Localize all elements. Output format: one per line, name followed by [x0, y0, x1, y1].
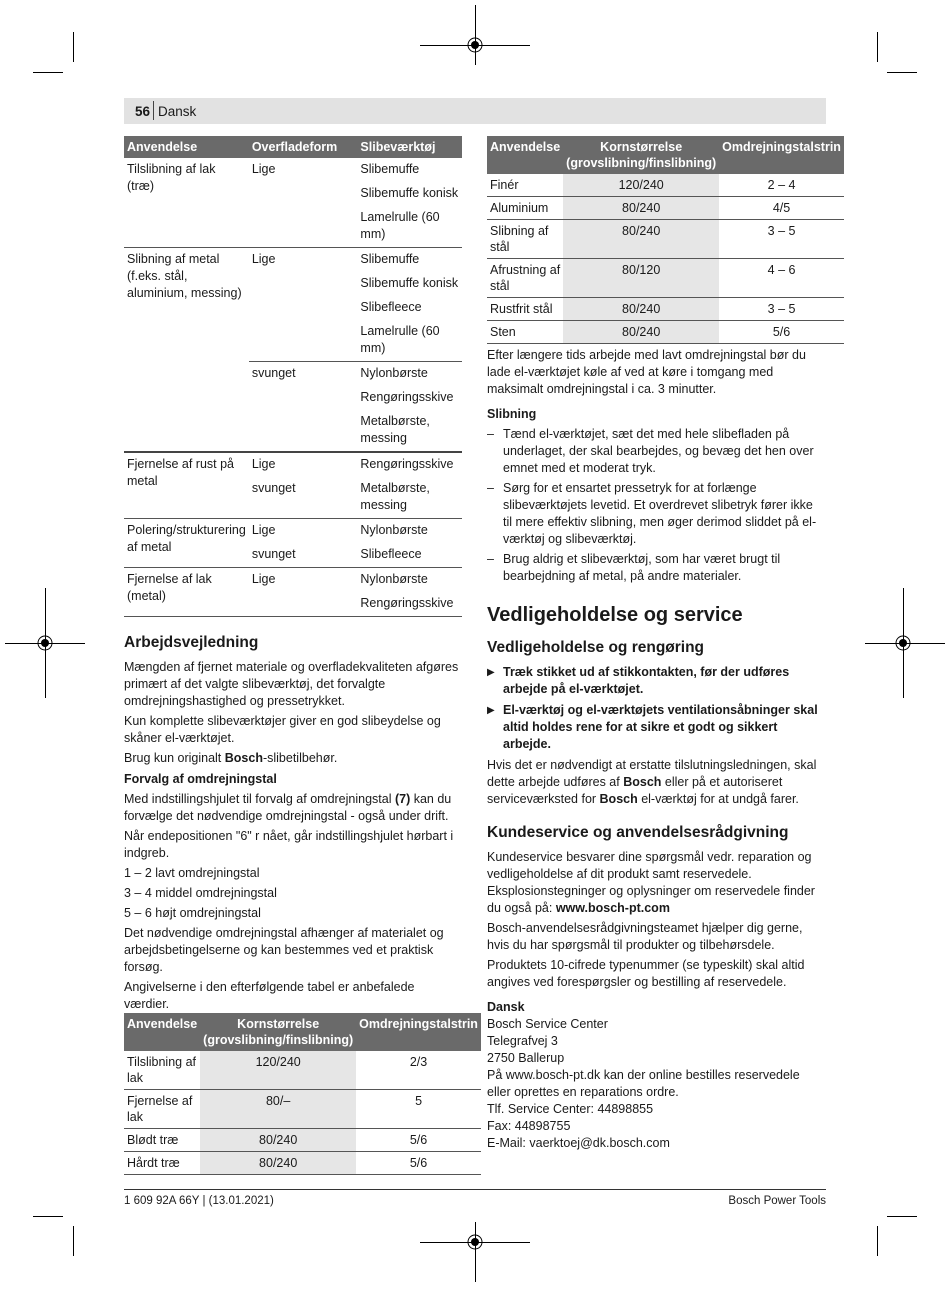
table-row [124, 248, 462, 273]
table-header-cell: Omdrejningstalstrin [356, 1013, 481, 1051]
section-title-vedligeholdelse: Vedligeholdelse og service [487, 604, 743, 626]
crop-mark [33, 1216, 63, 1217]
page-number: 56 [135, 104, 151, 119]
grit-table [487, 136, 844, 344]
table-header-cell: Overfladeform [249, 136, 358, 158]
address-title: Dansk [487, 1000, 525, 1014]
table-row: Tilslibning af lak 120/240 2/3 [124, 1051, 481, 1090]
table-cell-tool: Rengøringsskive [360, 390, 454, 404]
table-cell-tool: Metalbørste, messing [360, 414, 430, 445]
crop-mark [877, 1226, 878, 1256]
table-cell-form: Lige [251, 162, 276, 176]
brand-name: Bosch [224, 751, 263, 765]
warning-item: ▶ Træk stikket ud af stikkontakten, før der udføres arbejde på el-værktøjet. [487, 665, 790, 696]
table-cell-form: svunget [251, 547, 296, 561]
speed-step: 3 – 4 middel omdrejningstal [124, 886, 277, 900]
table-cell-form: Lige [251, 523, 276, 537]
paragraph: Produktets 10-cifrede typenummer (se typeskilt) skal altid angives ved forespørgsler og bestilling af reservedele. [487, 958, 805, 989]
table-header-cell: Kornstørrelse (grovslibning/finslibning) [563, 136, 719, 174]
paragraph: Kun komplette slibeværktøjer giver en god slibeydelse og skåner el-værktøjet. [124, 714, 441, 745]
table-cell-tool: Nylonbørste [360, 523, 428, 537]
page-footer [124, 1189, 826, 1207]
grit-table [124, 1013, 481, 1175]
table-cell-tool: Rengøringsskive [360, 596, 454, 610]
address-line: Telegrafvej 3 [487, 1034, 558, 1048]
table-cell-tool: Slibefleece [360, 547, 422, 561]
paragraph: Med indstillingshjulet til forvalg af omdrejningstal (7) kan du forvælge det nødvendige omdrejningstal - også under drift. [124, 792, 452, 823]
website-link[interactable]: www.bosch-pt.com [555, 901, 670, 915]
table-header-row [124, 136, 462, 158]
address-line: Tlf. Service Center: 44898855 [487, 1102, 654, 1116]
table-row [124, 158, 462, 182]
footer-doc-number: 1 609 92A 66Y | (13.01.2021) [124, 1195, 274, 1207]
left-column [124, 136, 478, 1175]
table-cell-anvendelse: Tilslibning af lak (træ) [127, 162, 216, 193]
table-cell-form: svunget [249, 362, 358, 453]
table-cell-tool: Slibemuffe [360, 162, 420, 176]
table-row: Slibning af stål 80/240 3 – 5 [487, 220, 844, 259]
table-cell-tool: Slibemuffe konisk [360, 186, 459, 200]
table-header-cell: Omdrejningstalstrin [719, 136, 844, 174]
paragraph: Brug kun originalt Bosch-slibetilbehør. [124, 751, 338, 765]
list-item: – Tænd el-værktøjet, sæt det med hele slibefladen på underlaget, der skal bearbejdes, og bevæg det hen over emnet med et moderat tryk. [487, 427, 814, 475]
table-header-row [487, 136, 844, 174]
list-item: – Sørg for et ensartet pressetryk for at forlænge slibeværktøjets levetid. Et overdrevet slibetryk fører ikke til mere effektiv slibning, men øger derimod sliddet på el-værktøj og slibeværktøj. [487, 481, 817, 546]
table-header-cell: Kornstørrelse (grovslibning/finslibning) [200, 1013, 356, 1051]
crop-mark [73, 1226, 74, 1256]
table-row [124, 568, 462, 593]
page-header [124, 98, 826, 124]
paragraph: Efter længere tids arbejde med lavt omdrejningstal bør du lade el-værktøjet køle af ved at køre i tomgang med maksimalt omdrejningstal i ca. 3 minutter. [487, 348, 806, 396]
table-cell-tool: Nylonbørste [360, 572, 428, 586]
tool-table [124, 136, 462, 617]
paragraph: Kundeservice besvarer dine spørgsmål vedr. reparation og vedligeholdelse af dit produkt samt reservedele. Eksplosionstegninger og oplysninger om reservedele finder du også på: www.bosch-pt.com [487, 850, 815, 915]
warning-item: ▶ El-værktøj og el-værktøjets ventilationsåbninger skal altid holdes rene for at sikre et godt og sikkert arbejde. [487, 703, 818, 751]
address-line: På www.bosch-pt.dk kan der online bestilles reservedele eller oprettes en reparations ordre. [487, 1068, 800, 1099]
table-row: Blødt træ 80/240 5/6 [124, 1129, 481, 1152]
list-item: – Brug aldrig et slibeværktøj, som har været brugt til bearbejdning af metal, på andre materialer. [487, 552, 781, 583]
table-row: Sten 80/240 5/6 [487, 321, 844, 344]
table-row: Fjernelse af lak 80/– 5 [124, 1090, 481, 1129]
registration-mark-icon [34, 632, 56, 654]
header-divider [153, 101, 154, 120]
table-cell-anvendelse: Fjernelse af rust på metal [127, 457, 234, 488]
crop-mark [877, 32, 878, 62]
table-cell-tool: Slibemuffe konisk [360, 276, 459, 290]
paragraph: Bosch-anvendelsesrådgivningsteamet hjælper dig gerne, hvis du har spørgsmål til produkter og tilbehørsdele. [487, 921, 803, 952]
table-row: Aluminium 80/240 4/5 [487, 197, 844, 220]
table-row: Hårdt træ 80/240 5/6 [124, 1152, 481, 1175]
table-cell-form: svunget [251, 481, 296, 495]
table-cell-form: Lige [251, 252, 276, 266]
paragraph: Det nødvendige omdrejningstal afhænger af materialet og arbejdsbetingelserne og kan bestemmes ved et praktisk forsøg. [124, 926, 444, 974]
address-line: Fax: 44898755 [487, 1119, 571, 1133]
arrow-right-icon: ▶ [487, 667, 495, 678]
paragraph: Angivelserne i den efterfølgende tabel er anbefalede værdier. [124, 980, 415, 1011]
paragraph: Mængden af fjernet materiale og overfladekvaliteten afgøres primært af det valgte slibeværktøj, det forvalgte omdrejningshastighed og pressetrykket. [124, 660, 459, 708]
table-cell-anvendelse: Polering/strukturering af metal [127, 523, 246, 554]
table-cell-form: Lige [251, 457, 276, 471]
right-column [487, 136, 841, 1152]
subsection-title-slibning: Slibning [487, 407, 537, 421]
table-cell-form: Lige [251, 572, 276, 586]
table-header-cell: Anvendelse [124, 1013, 200, 1051]
section-title-arbejdsvejledning: Arbejdsvejledning [124, 634, 259, 651]
table-cell-tool: Nylonbørste [357, 362, 462, 387]
table-cell-tool: Slibemuffe [360, 252, 420, 266]
table-row: Afrustning af stål 80/120 4 – 6 [487, 259, 844, 298]
crop-mark [33, 72, 63, 73]
address-line: Bosch Service Center [487, 1017, 608, 1031]
crop-mark [887, 1216, 917, 1217]
table-cell-anvendelse: Fjernelse af lak (metal) [127, 572, 212, 603]
reference-number: (7) [394, 792, 411, 806]
subsection-title-kundeservice: Kundeservice og anvendelsesrådgivning [487, 824, 789, 841]
paragraph: Hvis det er nødvendigt at erstatte tilslutningsledningen, skal dette arbejde udføres af Bosch eller på et autoriseret serviceværksted for Bosch el-værktøj for at undgå farer. [487, 758, 817, 806]
table-header-cell: Anvendelse [487, 136, 563, 174]
table-cell-tool: Lamelrulle (60 mm) [360, 210, 440, 241]
speed-step: 1 – 2 lavt omdrejningstal [124, 866, 260, 880]
table-header-cell: Slibeværktøj [357, 136, 462, 158]
registration-mark-icon [464, 34, 486, 56]
table-cell-anvendelse: Slibning af metal (f.eks. stål, aluminium, messing) [127, 252, 242, 300]
footer-brand: Bosch Power Tools [728, 1195, 826, 1207]
paragraph: Når endepositionen "6" r nået, går indstillingshjulet hørbart i indgreb. [124, 829, 454, 860]
crop-mark [887, 72, 917, 73]
table-cell-tool: Metalbørste, messing [360, 481, 430, 512]
table-row: Rustfrit stål 80/240 3 – 5 [487, 298, 844, 321]
table-cell-tool: Lamelrulle (60 mm) [360, 324, 440, 355]
crop-mark [73, 32, 74, 62]
registration-mark-icon [892, 632, 914, 654]
arrow-right-icon: ▶ [487, 705, 495, 716]
subsection-title-forvalg: Forvalg af omdrejningstal [124, 772, 277, 786]
table-row: Finér 120/240 2 – 4 [487, 174, 844, 197]
table-cell-tool: Slibefleece [360, 300, 422, 314]
table-header-cell: Anvendelse [124, 136, 249, 158]
header-language: Dansk [158, 104, 197, 119]
address-line: E-Mail: vaerktoej@dk.bosch.com [487, 1136, 670, 1150]
table-header-row [124, 1013, 481, 1051]
registration-mark-icon [464, 1231, 486, 1253]
address-line: 2750 Ballerup [487, 1051, 565, 1065]
subsection-title-rengoring: Vedligeholdelse og rengøring [487, 639, 705, 656]
table-cell-tool: Rengøringsskive [360, 457, 454, 471]
speed-step: 5 – 6 højt omdrejningstal [124, 906, 261, 920]
table-row [124, 452, 462, 477]
table-row [124, 519, 462, 544]
